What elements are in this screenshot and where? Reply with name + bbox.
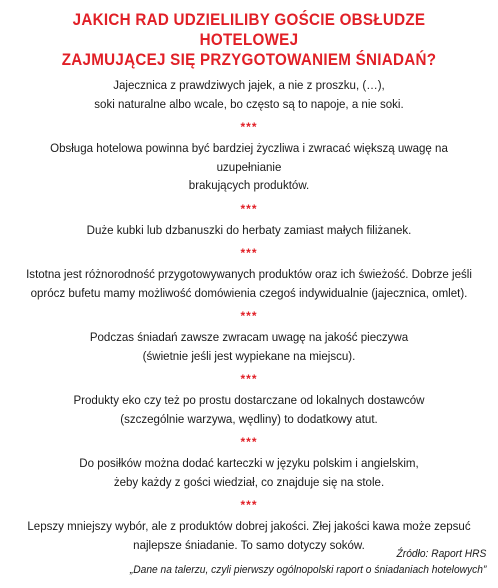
- separator: ***: [240, 120, 258, 134]
- title-line-2: ZAJMUJĄCEJ SIĘ PRZYGOTOWANIEM ŚNIADAŃ?: [61, 51, 437, 69]
- tip-line: (szczególnie warzywa, wędliny) to dodatkowy atut.: [120, 411, 378, 426]
- tip-line: (świetnie jeśli jest wypiekane na miejscu).: [142, 348, 356, 363]
- tip-4: [25, 265, 473, 302]
- tip-1: [25, 76, 473, 113]
- page-title: [27, 10, 470, 70]
- tip-line: brakujących produktów.: [188, 178, 310, 192]
- tip-line: żeby każdy z gości wiedział, co znajduje się na stole.: [113, 474, 385, 489]
- tip-line: Produkty eko czy też po prostu dostarczane od lokalnych dostawców: [73, 393, 425, 407]
- separator: ***: [240, 435, 258, 449]
- tip-2: [25, 139, 473, 195]
- tip-3: [25, 221, 473, 240]
- tip-line: Lepszy mniejszy wybór, ale z produktów dobrej jakości. Złej jakości kawa może zepsuć: [27, 519, 471, 533]
- title-line-1: JAKICH RAD UDZIELILIBY GOŚCIE OBSŁUDZE HOTELOWEJ: [72, 11, 426, 49]
- tips-list: [8, 76, 490, 554]
- separator: ***: [240, 246, 258, 260]
- source-label: Źródło: Raport HRS: [396, 548, 486, 560]
- tip-line: Podczas śniadań zawsze zwracam uwagę na jakość pieczywa: [89, 330, 409, 344]
- separator: ***: [240, 498, 258, 512]
- tip-line: Istotna jest różnorodność przygotowywanych produktów oraz ich świeżość. Dobrze jeśli: [26, 267, 472, 281]
- tip-line: najlepsze śniadanie. To samo dotyczy soków.: [133, 537, 365, 552]
- tip-line: oprócz bufetu mamy możliwość domówienia czegoś indywidualnie (jajecznica, omlet).: [30, 285, 468, 300]
- tip-line: Jajecznica z prawdziwych jajek, a nie z proszku, (…),: [113, 78, 385, 92]
- separator: ***: [240, 372, 258, 386]
- tip-7: [25, 454, 473, 491]
- tip-line: Duże kubki lub dzbanuszki do herbaty zamiast małych filiżanek.: [86, 222, 412, 237]
- source-title: „Dane na talerzu, czyli pierwszy ogólnopolski raport o śniadaniach hotelowych”: [129, 564, 486, 576]
- tip-line: Obsługa hotelowa powinna być bardziej życzliwa i zwracać większą uwagę na uzupełnianie: [50, 141, 448, 174]
- separator: ***: [240, 309, 258, 323]
- source-citation: [129, 546, 486, 578]
- tip-6: [25, 391, 473, 428]
- separator: ***: [240, 201, 258, 216]
- tip-line: Do posiłków można dodać karteczki w języku polskim i angielskim,: [79, 456, 419, 470]
- tip-5: [25, 328, 473, 365]
- tip-line: soki naturalne albo wcale, bo często są to napoje, a nie soki.: [94, 96, 404, 111]
